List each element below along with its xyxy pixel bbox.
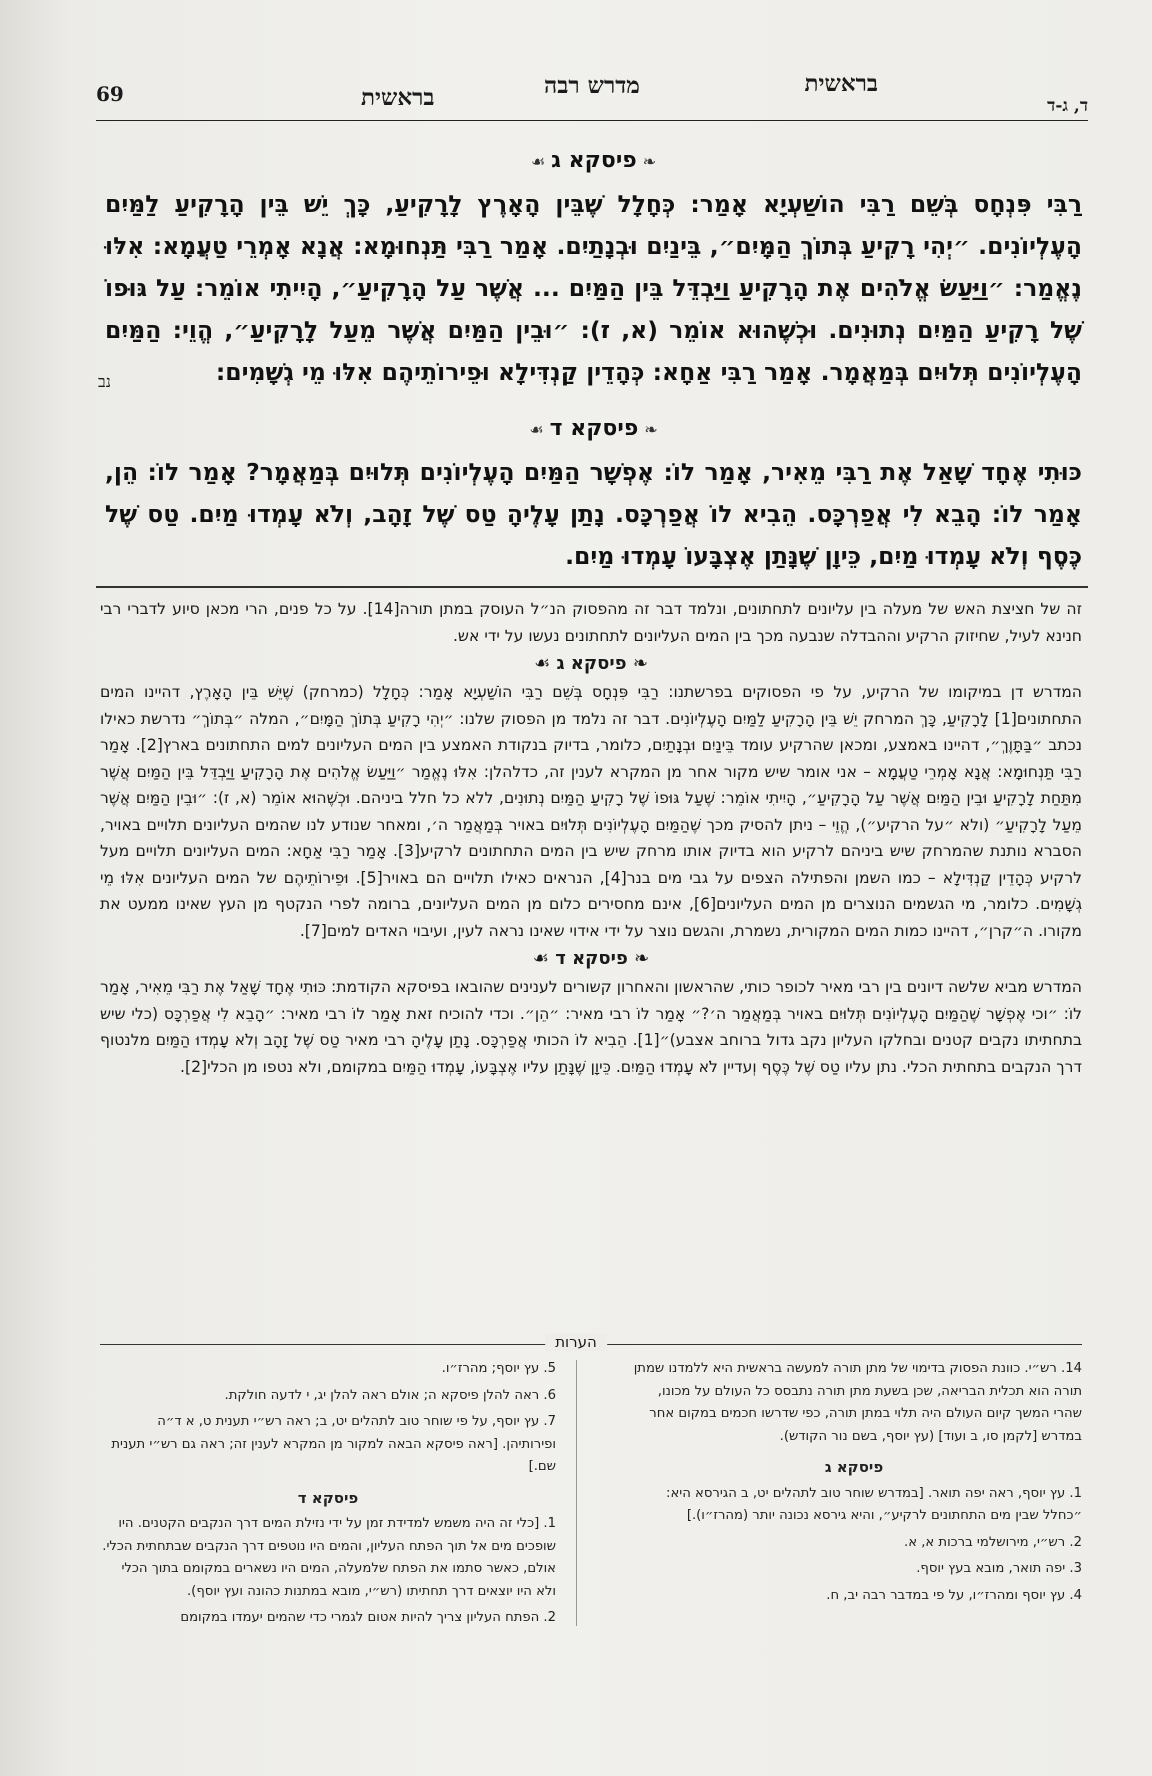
- footnote: 6. ראה להלן פיסקא ה; אולם ראה להלן יג, י לדעה חולקת.: [224, 1387, 556, 1403]
- running-header: [96, 62, 1088, 114]
- ornament-icon: ❧: [644, 420, 658, 439]
- commentary: [100, 596, 1082, 1080]
- section-heading-g: ❧פיסקא ג☙: [530, 148, 657, 173]
- footnote: 1. עץ יוסף, ראה יפה תואר. [במדרש שוחר טוב לתהלים יט, ב הגירסא היא: ״כחלל שבין מים התחתונים לרקיע״, והיא גירסא נכונה יותר (מהרז״ו).]: [666, 1485, 1082, 1523]
- main-divider: [96, 586, 1088, 588]
- main-text-g: [105, 140, 1082, 393]
- commentary-para-g: המדרש דן במיקומו של הרקיע, על פי הפסוקים בפרשתנו: רַבִּי פִּנְחָס בְּשֵׁם רַבִּי הוֹשַׁעְיָא אָמַר: כְּחָלָל (כמרחק) שֶׁיֵּשׁ בֵּין הָאָרֶץ, דהיינו המים התחתונים[1] לָרָקִיעַ, כָּךְ המרחק יֵשׁ בֵּין הָרָקִיעַ לַמַּיִם הָעֶלְיוֹנִים. דבר זה נלמד מן הפסוק שלנו: ״יְהִי רָקִיעַ בְּתוֹךְ הַמָּיִם״, המלה ״בְּתוֹךְ״ נדרשת כאילו נכתב ״בַּתָּוֶךְ״, דהיינו באמצע, ומכאן שהרקיע עומד בֵּינַיִם וּבְנָתַיִם, כלומר, בדיוק בנקודת האמצע בין המים העליונים למים התחתונים בארץ[2]. אָמַר רַבִּי תַּנְחוּמָא: אֲנָא אָמְרֵי טַעֲמָא – אני אומר שיש מקור אחר מן המקרא לענין זה, כדלהלן: אִלּוּ נֶאֱמַר ״וַיַּעַשׂ אֱלֹהִים אֶת הָרָקִיעַ וַיַּבְדֵּל בֵּין הַמַּיִם אֲשֶׁר מִתַּחַת לָרָקִיעַ וּבֵין הַמַּיִם אֲשֶׁר עַל הָרָקִיעַ״, הָיִיתִי אוֹמֵר: שֶׁעַל גּוּפוֹ שֶׁל רָקִיעַ הַמַּיִם נְתוּנִים, ללא כל חלל ביניהם. וּכְשֶׁהוּא אוֹמֵר (א, ז): ״וּבֵין הַמַּיִם אֲשֶׁר מֵעַל לָרָקִיעַ״ (ולא ״על הרקיע״), הֱוֵי – ניתן להסיק מכך שֶׁהַמַּיִם הָעֶלְיוֹנִים תְּלוּיִם באויר בְּמַאֲמַר ה׳, ומאחר שנודע לנו שהמים העליונים תלויים באויר, הסברא נותנת שהמרחק שיש ביניהם לרקיע הוא בדיוק אותו מרחק שיש בין המים התחתונים לרקיע[3]. אָמַר רַבִּי אַחָא: המים העליונים תלויים מעל לרקיע כְּהָדֵין קַנְדִּילָא – כמו השמן והפתילה הצפים על גבי מים בנר[4], הנראים כאילו תלויים הם באויר[5]. וּפֵירוֹתֵיהֶם של המים העליונים אִלּוּ מֵי גְשָׁמִים. כלומר, מי הגשמים הנוצרים מן המים העליונים[6], אינם מחסירים כלום מן המים העליונים, ברומה לפרי הנקטף מן העץ שאינו ממעט את מקורו. ה״קרן״, דהיינו כמות המים המקורית, נשמרת, והגשם נוצר על ידי אידוי שאינו נראה לעין, ועיבוי האדים למים[7].: [100, 683, 1083, 940]
- header-rule: [96, 120, 1088, 121]
- notes-heading-d: פיסקא ד: [297, 1488, 359, 1507]
- ornament-icon: ☙: [529, 420, 544, 439]
- footnote: 3. יפה תואר, מובא בעץ יוסף.: [916, 1561, 1082, 1576]
- footnote: 7. עץ יוסף, על פי שוחר טוב לתהלים יט, ב; ראה רש״י תענית ט, א ד״ה ופירותיהן. [ראה פיסקא הבאה למקור מן המקרא לענין זה; ראה גם רש״י תענית שם.]: [111, 1414, 556, 1474]
- work-title: מדרש רבה: [544, 72, 640, 99]
- footnote: 4. עץ יוסף ומהרז״ו, על פי במדבר רבה יב, ח.: [826, 1587, 1082, 1603]
- ornament-icon: ☙: [532, 948, 549, 969]
- notes-column-left: [100, 1358, 556, 1634]
- margin-mark: נב: [98, 372, 111, 391]
- column-divider: [576, 1360, 577, 1626]
- footnote: 2. רש״י, מירושלמי ברכות א, א.: [904, 1534, 1082, 1550]
- footnote: 5. עץ יוסף; מהרז״ו.: [441, 1361, 556, 1376]
- commentary-heading-g: ❧ פיסקא ג ☙: [534, 653, 648, 674]
- notes-heading-g: פיסקא ג: [824, 1458, 884, 1476]
- section-heading-d: ❧פיסקא ד☙: [529, 416, 658, 441]
- footnote: 14. רש״י. כוונת הפסוק בדימוי של מתן תורה למעשה בראשית היא ללמדנו שמתן תורה הוא תכלית הבריאה, שכן בשעת מתן תורה נתבסס כל העולם על מכונו, שהרי המשך קיום העולם היה תלוי במתן תורה, כפי שדרשו חכמים במקום אחר במדרש [לקמן סו, ב ועוד] (עץ יוסף, בשם נור הקודש).: [633, 1361, 1082, 1444]
- midrash-text-d: כּוּתִי אֶחָד שָׁאַל אֶת רַבִּי מֵאִיר, אָמַר לוֹ: אֶפְשָׁר הַמַּיִם הָעֶלְיוֹנִים תְּלוּיִם בְּמַאֲמָר? אָמַר לוֹ: הֵן, אָמַר לוֹ: הָבֵא לִי אֲפַרְכָּס. הֵבִיא לוֹ אֲפַרְכָּס. נָתַן עָלֶיהָ טַס שֶׁל זָהָב, וְלֹא עָמְדוּ מַיִם. טַס שֶׁל כֶּסֶף וְלֹא עָמְדוּ מַיִם, כֵּיוָן שֶׁנָּתַן אֶצְבָּעוֹ עָמְדוּ מַיִם.: [105, 458, 1082, 570]
- ornament-icon: ❧: [632, 653, 648, 674]
- ornament-icon: ❧: [634, 948, 650, 969]
- notes-column-right: [626, 1358, 1082, 1611]
- commentary-heading-d: ❧ פיסקא ד ☙: [532, 948, 650, 969]
- page-number: 69: [96, 82, 124, 106]
- section-reference: ד, ג-ד: [1047, 96, 1088, 116]
- main-text-d: [105, 408, 1082, 577]
- book-name-left: בראשית: [361, 84, 435, 111]
- commentary-intro: זה של חציצת האש של מעלה בין עליונים לתחתונים, ונלמד דבר זה מהפסוק הנ״ל העוסק במתן תורה[14]. על כל פנים, הרי מכאן סיוע לדברי רבי חנינא לעיל, שחיזוק הרקיע וההבדלה שנבעה מכך בין המים העליונים לתחתונים נעשו על ידי אש.: [100, 600, 1082, 645]
- ornament-icon: ☙: [534, 653, 551, 674]
- midrash-text-g: רַבִּי פִּנְחָס בְּשֵׁם רַבִּי הוֹשַׁעְיָא אָמַר: כְּחָלָל שֶׁבֵּין הָאָרֶץ לָרָקִיעַ, כָּךְ יֵשׁ בֵּין הָרָקִיעַ לַמַּיִם הָעֶלְיוֹנִים. ״יְהִי רָקִיעַ בְּתוֹךְ הַמָּיִם״, בֵּינַיִם וּבְנָתַיִם. אָמַר רַבִּי תַּנְחוּמָא: אֲנָא אָמְרֵי טַעֲמָא: אִלּוּ נֶאֱמַר: ״וַיַּעַשׂ אֱלֹהִים אֶת הָרָקִיעַ וַיַּבְדֵּל בֵּין הַמַּיִם ... אֲשֶׁר עַל הָרָקִיעַ״, הָיִיתִי אוֹמֵר: עַל גּוּפוֹ שֶׁל רָקִיעַ הַמַּיִם נְתוּנִים. וּכְשֶׁהוּא אוֹמֵר (א, ז): ״וּבֵין הַמַּיִם אֲשֶׁר מֵעַל לָרָקִיעַ״, הֱוֵי: הַמַּיִם הָעֶלְיוֹנִים תְּלוּיִם בְּמַאֲמָר. אָמַר רַבִּי אַחָא: כְּהָדֵין קַנְדִּילָא וּפֵירוֹתֵיהֶם אִלּוּ מֵי גְשָׁמִים:: [105, 190, 1082, 386]
- ornament-icon: ❧: [642, 152, 657, 171]
- footnote: 2. הפתח העליון צריך להיות אטום לגמרי כדי שהמים יעמדו במקומם: [180, 1610, 556, 1625]
- commentary-para-d: המדרש מביא שלשה דיונים בין רבי מאיר לכופר כותי, שהראשון והאחרון קשורים לענינים שהובאו בפיסקא הקודמת: כּוּתִי אֶחָד שָׁאַל אֶת רַבִּי מֵאִיר, אָמַר לוֹ: ״וכי אֶפְשָׁר שֶׁהַמַּיִם הָעֶלְיוֹנִים תְּלוּיִם באויר בְּמַאֲמַר ה׳?״ אָמַר לוֹ רבי מאיר: ״הֵן״. וכדי להוכיח זאת אָמַר לוֹ רבי מאיר: ״הָבֵא לִי אֲפַרְכָּס (כלי שיש בתחתיתו נקבים קטנים ובחלקו העליון נקב גדול ברוחב אצבע)״[1]. הֵבִיא לוֹ הכותי אֲפַרְכָּס. נָתַן עָלֶיהָ רבי מאיר טַס שֶׁל זָהָב וְלֹא עָמְדוּ הַמַּיִם מלנטוף דרך הנקבים בתחתית הכלי. נתן עליו טַס שֶׁל כֶּסֶף וְעדיין לֹא עָמְדוּ הַמַּיִם. כֵּיוָן שֶׁנָּתַן עליו אֶצְבָּעוֹ, עָמְדוּ הַמַּיִם במקומם, ולא נטפו מן הכלי[2].: [100, 978, 1082, 1076]
- notes-label: הערות: [545, 1333, 607, 1351]
- ornament-icon: ☙: [530, 152, 546, 171]
- book-name-right: בראשית: [804, 70, 878, 97]
- footnote: 1. [כלי זה היה משמש למדידת זמן על ידי נזילת המים דרך הנקבים הקטנים. היו שופכים מים אל תוך הפתח העליון, והמים היו נוטפים דרך הנקבים שבתחתית הכלי. אולם, כאשר סתמו את הפתח שלמעלה, המים היו נשארים במקומם בתוך הכלי ולא היו יוצאים דרך תחתיתו (רש״י, מובא במתנות כהונה ועץ יוסף).: [102, 1516, 556, 1599]
